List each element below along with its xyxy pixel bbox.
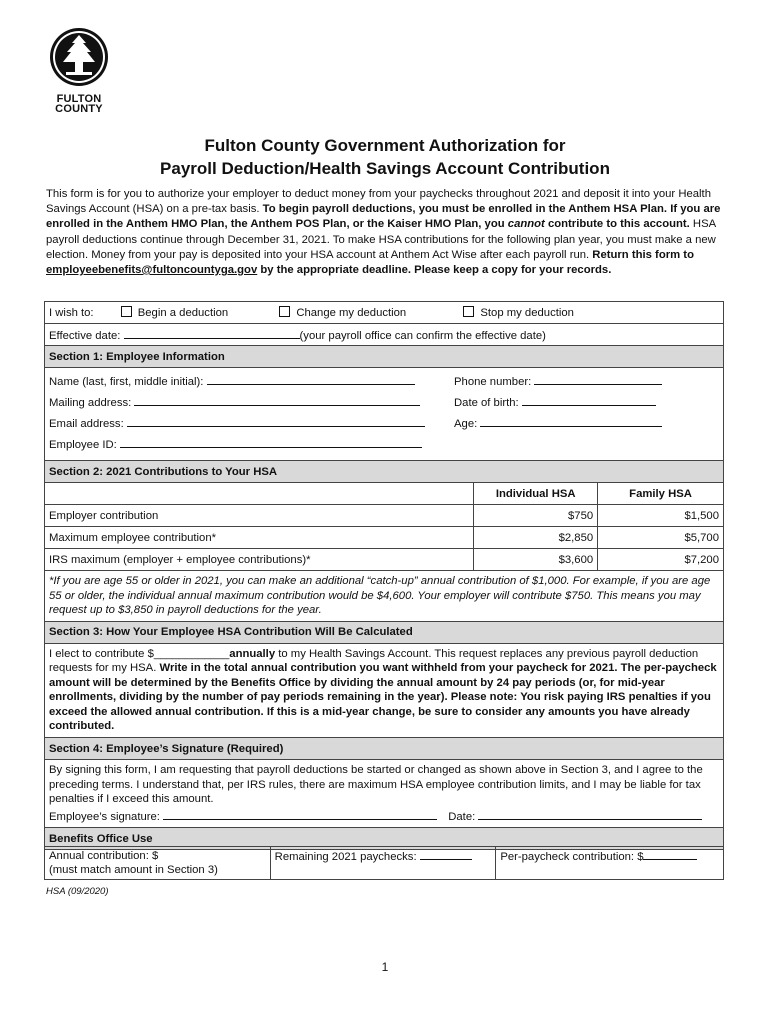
empid-field[interactable] xyxy=(120,437,422,448)
tree-seal-icon xyxy=(48,26,110,88)
per-paycheck-field[interactable] xyxy=(643,849,697,860)
catchup-footnote: *If you are age 55 or older in 2021, you can make an additional “catch-up” annual contribution of $1,000. For example, if you are age 55 or older, the individual annual maximum contribution would be $4,600. Your employer will contribute $750. This means you may request up to $3,850 in payroll deductions for the year. xyxy=(45,571,724,622)
section3-bold: Write in the total annual contribution you want withheld from your paycheck for 2021. The per-paycheck amount will be determined by the Benefits Office by dividing the annual amount by 24 pay periods (or, for mid-year enrollments, dividing by the number of pay periods remaining in the year). Please note: You risk paying IRS penalties if you exceed the allowed annual contribution. If this is a mid-year change, be sure to consider any amounts you have already contributed. xyxy=(49,662,717,733)
age-field[interactable] xyxy=(480,416,662,427)
change-label: Change my deduction xyxy=(296,307,407,319)
wish-label: I wish to: xyxy=(49,307,94,319)
begin-label: Begin a deduction xyxy=(137,307,229,319)
contrib-row xyxy=(45,505,724,527)
stop-option[interactable] xyxy=(457,307,574,319)
email-link[interactable]: employeebenefits@fultoncountyga.gov xyxy=(46,264,258,277)
email-field[interactable] xyxy=(127,416,425,427)
title-line2: Payroll Deduction/Health Savings Account Contribution xyxy=(160,159,610,178)
section4-body xyxy=(45,760,724,828)
wish-row xyxy=(45,302,724,324)
per-paycheck-label: Per-paycheck contribution: $ xyxy=(500,851,644,863)
contrib-family: $1,500 xyxy=(598,505,724,527)
name-label: Name (last, first, middle initial): xyxy=(49,376,204,388)
logo-text-line2: COUNTY xyxy=(55,103,103,115)
form-code: HSA (09/2020) xyxy=(46,886,109,897)
intro-bold-2: contribute to this account. xyxy=(544,218,690,231)
intro-paragraph xyxy=(46,187,722,278)
section1-body xyxy=(45,368,724,461)
section3-header: Section 3: How Your Employee HSA Contribution Will Be Calculated xyxy=(45,621,724,643)
empid-label: Employee ID: xyxy=(49,439,117,451)
elect-text: I elect to contribute $ xyxy=(49,647,154,660)
footnote-row xyxy=(45,571,724,622)
annual-amount-field[interactable]: ____________ xyxy=(153,647,230,660)
effective-note: (your payroll office can confirm the effective date) xyxy=(299,329,546,342)
intro-text-1: This form is for you to authorize your employer to deduct money from your paychecks throughout 2021 and deposit it into your Health Savings Account (HSA) on a pre-tax basis. xyxy=(46,188,711,216)
remaining-paychecks-label: Remaining 2021 paychecks: xyxy=(274,851,417,863)
annual-contribution-note: (must match amount in Section 3) xyxy=(49,864,218,876)
benefits-header: Benefits Office Use xyxy=(45,828,724,850)
logo-text-line1: FULTON xyxy=(56,93,102,105)
date-label: Date: xyxy=(448,810,476,823)
title-line1: Fulton County Government Authorization for xyxy=(204,136,566,155)
section2-header: Section 2: 2021 Contributions to Your HSA xyxy=(45,461,724,483)
effective-label: Effective date: xyxy=(49,329,121,342)
hsa-form-table xyxy=(44,301,724,850)
contrib-label: IRS maximum (employer + employee contributions)* xyxy=(45,549,474,571)
col-family: Family HSA xyxy=(598,483,724,505)
signature-label: Employee’s signature: xyxy=(49,810,160,823)
contrib-row xyxy=(45,549,724,571)
name-field[interactable] xyxy=(207,374,415,385)
section3-body xyxy=(45,643,724,738)
begin-checkbox[interactable] xyxy=(121,306,132,317)
intro-text-2: HSA payroll deductions continue through December 31, 2021. To make HSA contributions for the following plan year, you must make a new election. Money from your pay is deposited into your HSA account at Anthem Act Wise after each payroll run. xyxy=(46,218,716,261)
intro-bold-1: To begin payroll deductions, you must be enrolled in the Anthem HSA Plan. If you are enrolled in the Anthem HMO Plan, the Anthem POS Plan, or the Kaiser HMO Plan, you xyxy=(46,203,721,231)
intro-bold-3: Return this form to xyxy=(592,248,694,261)
phone-field[interactable] xyxy=(534,374,662,385)
fulton-county-logo xyxy=(48,26,110,114)
begin-option[interactable] xyxy=(115,307,228,319)
contrib-individual: $2,850 xyxy=(474,527,598,549)
page-number: 1 xyxy=(381,960,389,974)
annually-text: annually xyxy=(229,647,276,660)
email-label: Email address: xyxy=(49,418,124,430)
remaining-paychecks-field[interactable] xyxy=(420,849,472,860)
dob-field[interactable] xyxy=(522,395,656,406)
mailing-label: Mailing address: xyxy=(49,397,132,409)
annual-contribution-label: Annual contribution: $ xyxy=(49,850,159,862)
contrib-row xyxy=(45,527,724,549)
phone-label: Phone number: xyxy=(454,376,532,388)
effective-row xyxy=(45,324,724,346)
age-label: Age: xyxy=(454,418,478,430)
stop-checkbox[interactable] xyxy=(463,306,474,317)
signature-terms: By signing this form, I am requesting that payroll deductions be started or changed as shown above in Section 3, and I agree to the preceding terms. I understand that, per IRS rules, there are maximum HSA employee contribution limits, and I may be liable for tax penalties if I exceed this amount. xyxy=(49,764,703,806)
contrib-individual: $3,600 xyxy=(474,549,598,571)
intro-bold-4: by the appropriate deadline. Please keep a copy for your records. xyxy=(257,264,612,277)
section4-header: Section 4: Employee’s Signature (Required) xyxy=(45,738,724,760)
col-individual: Individual HSA xyxy=(474,483,598,505)
contrib-family: $5,700 xyxy=(598,527,724,549)
contrib-family: $7,200 xyxy=(598,549,724,571)
benefits-table xyxy=(44,846,724,880)
signature-field[interactable] xyxy=(163,809,437,820)
contrib-header-row xyxy=(45,483,724,505)
intro-bold-italic: cannot xyxy=(507,218,545,231)
effective-date-field[interactable] xyxy=(124,328,300,339)
stop-label: Stop my deduction xyxy=(480,307,574,319)
contrib-label: Maximum employee contribution* xyxy=(45,527,474,549)
section3-text: to my Health Savings Account. This request replaces any previous payroll deduction requests for my HSA. xyxy=(49,647,699,675)
change-option[interactable] xyxy=(273,307,406,319)
signature-date-field[interactable] xyxy=(478,809,702,820)
change-checkbox[interactable] xyxy=(279,306,290,317)
contrib-individual: $750 xyxy=(474,505,598,527)
dob-label: Date of birth: xyxy=(454,397,519,409)
section1-header: Section 1: Employee Information xyxy=(45,346,724,368)
page-title xyxy=(0,134,770,180)
mailing-field[interactable] xyxy=(134,395,420,406)
contrib-label: Employer contribution xyxy=(45,505,474,527)
